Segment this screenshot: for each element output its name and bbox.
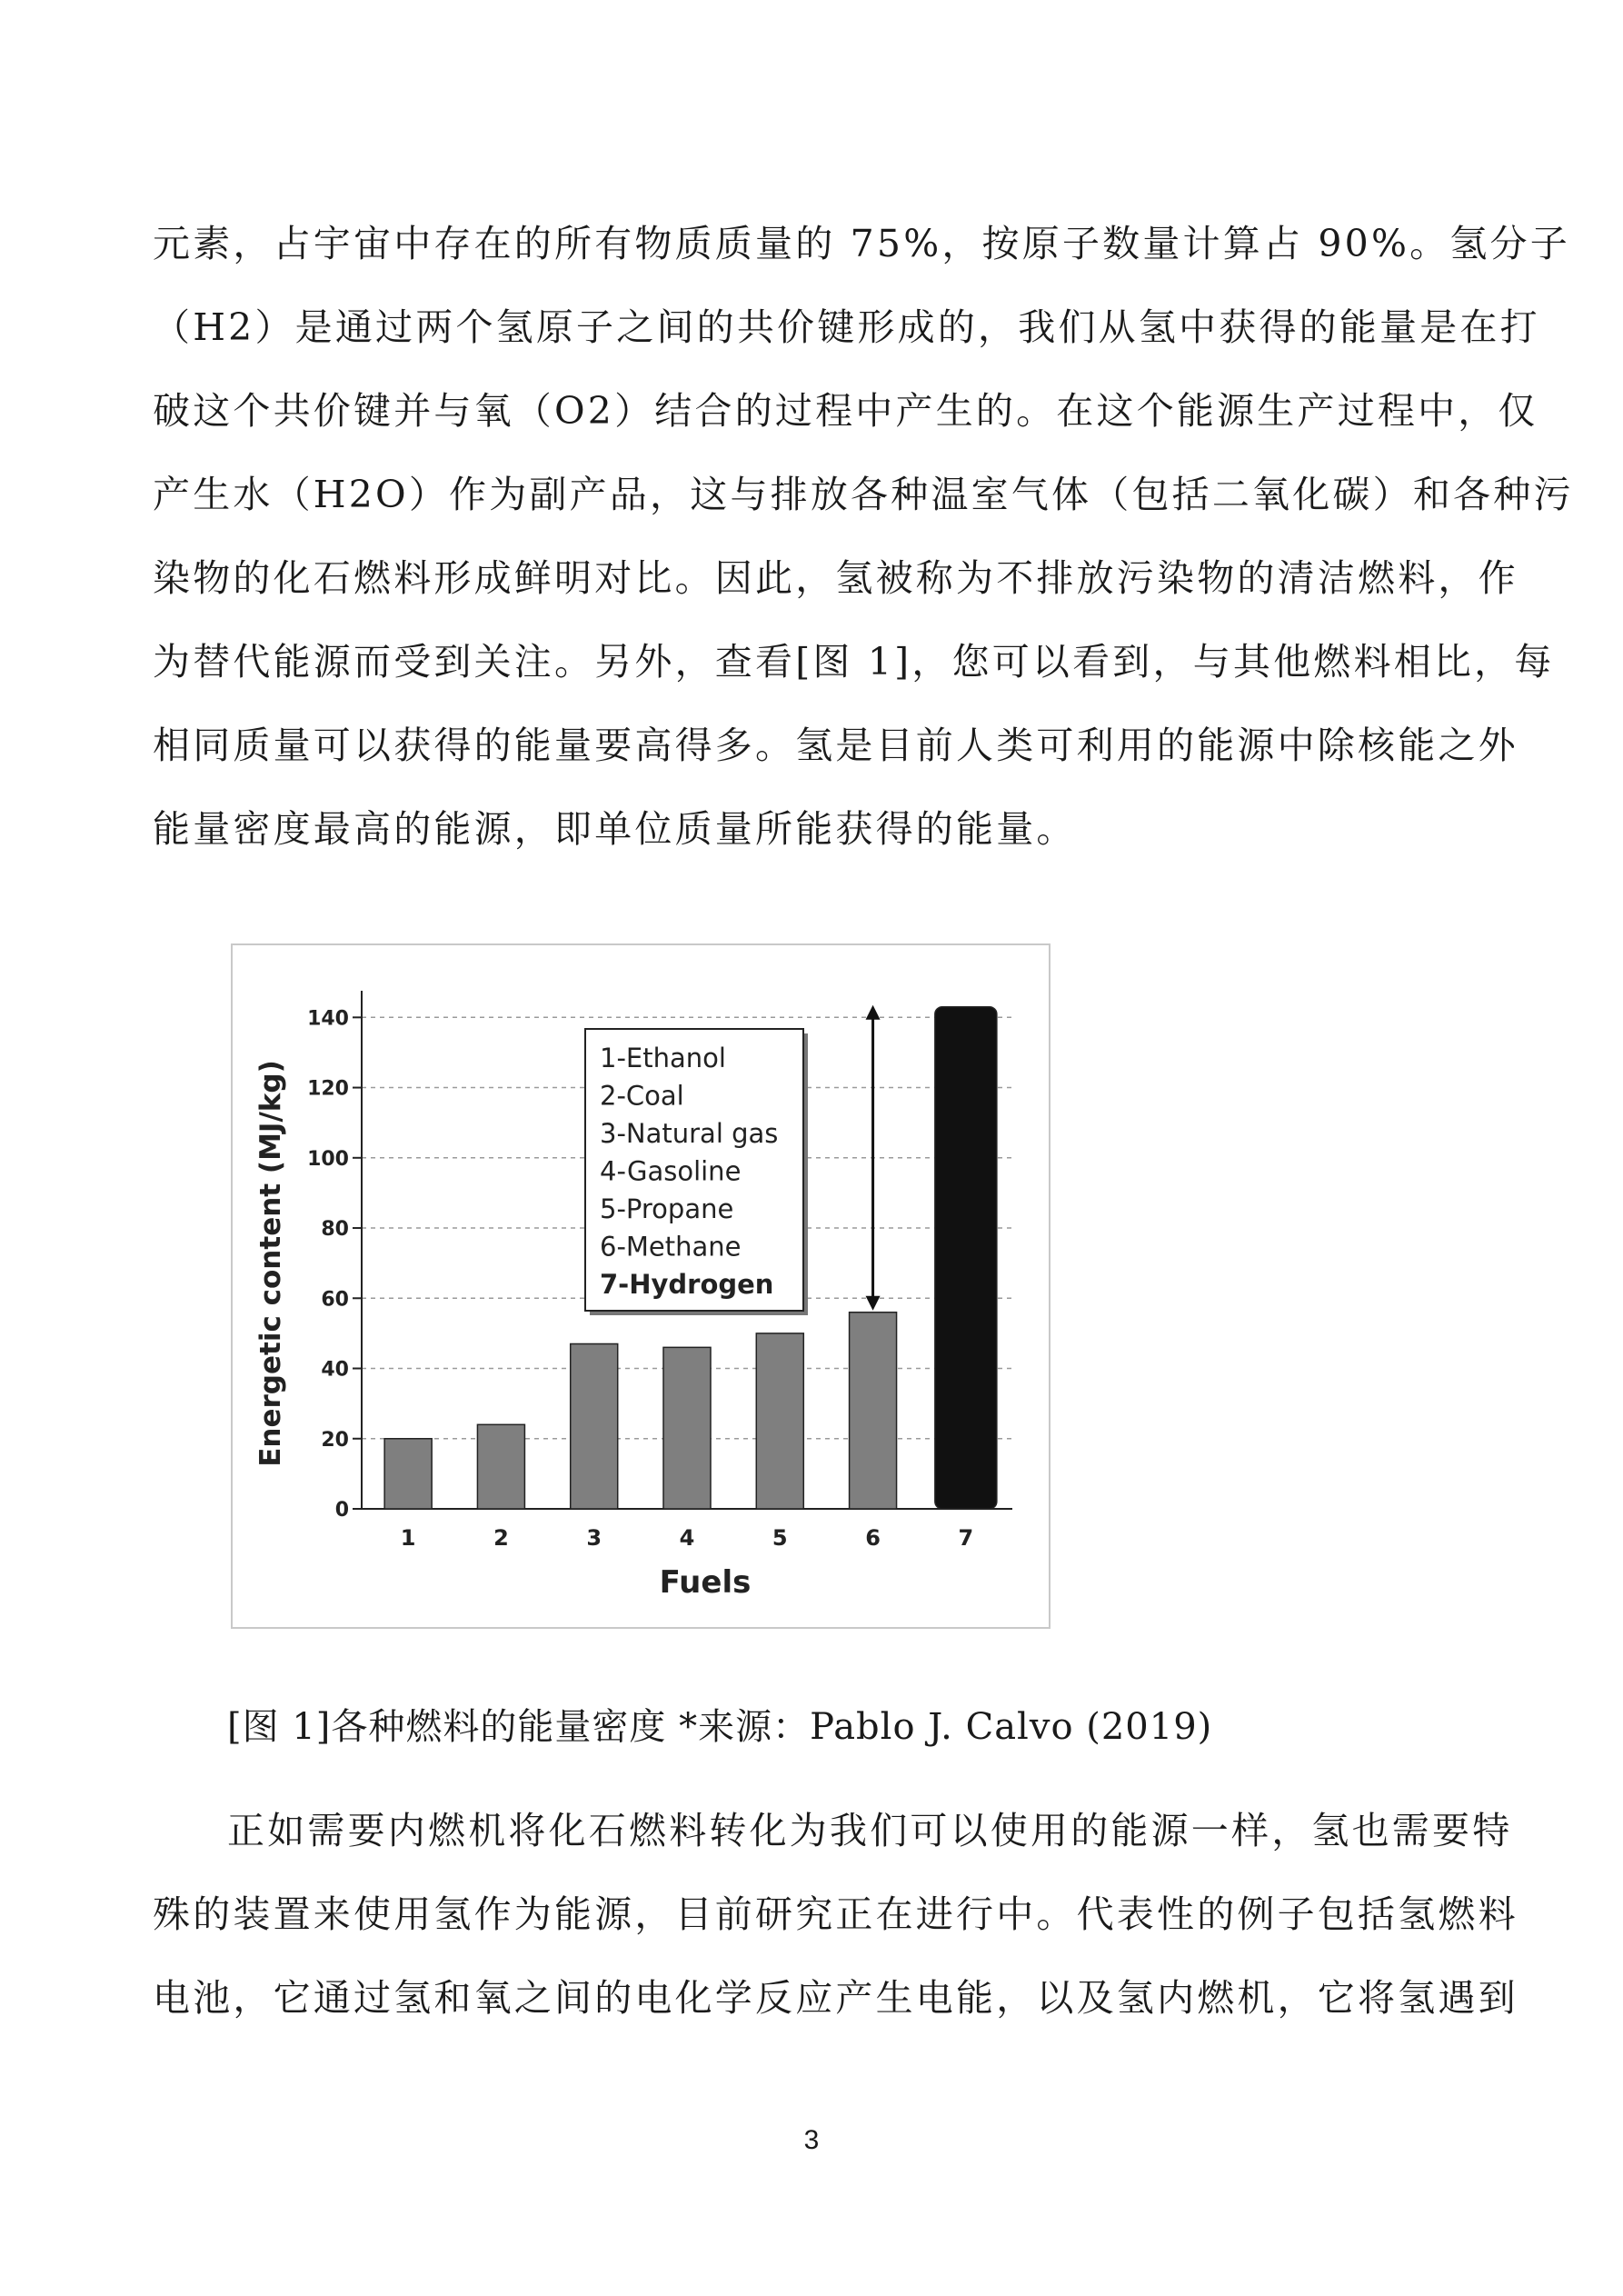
y-tick-label: 140 <box>307 1007 349 1031</box>
bar <box>663 1347 711 1509</box>
paragraph-line: 为替代能源而受到关注。另外，查看[图 1]，您可以看到，与其他燃料相比，每 <box>153 640 1555 684</box>
paragraph-line: 破这个共价键并与氧（O2）结合的过程中产生的。在这个能源生产过程中，仅 <box>153 389 1538 433</box>
figure-1 <box>231 943 1050 1629</box>
x-axis-label: Fuels <box>659 1564 752 1601</box>
x-tick-label: 4 <box>679 1525 695 1551</box>
paragraph-line: 染物的化石燃料形成鲜明对比。因此，氢被称为不排放污染物的清洁燃料，作 <box>153 556 1518 600</box>
paragraph-line: 电池，它通过氢和氧之间的电化学反应产生电能，以及氢内燃机，它将氢遇到 <box>153 1976 1518 2020</box>
x-tick-label: 3 <box>586 1525 602 1551</box>
arrow-head-up <box>866 1005 881 1020</box>
y-axis-label: Energetic content (MJ/kg) <box>254 1060 287 1467</box>
y-tick-label: 80 <box>321 1218 349 1242</box>
page-number: 3 <box>803 2125 820 2155</box>
x-tick-label: 1 <box>400 1525 416 1551</box>
y-tick-label: 20 <box>321 1428 349 1452</box>
legend-entry: 4-Gasoline <box>600 1155 742 1187</box>
x-tick-label: 7 <box>958 1525 974 1551</box>
paragraph-line: 正如需要内燃机将化石燃料转化为我们可以使用的能源一样，氢也需要特 <box>227 1809 1513 1852</box>
bar <box>850 1313 897 1509</box>
figure-caption: [图 1]各种燃料的能量密度 *来源：Pablo J. Calvo (2019) <box>227 1706 1213 1748</box>
bar <box>571 1343 618 1509</box>
legend-entry: 5-Propane <box>600 1193 734 1224</box>
y-tick-label: 60 <box>321 1288 349 1312</box>
bar-hydrogen <box>935 1007 997 1509</box>
x-tick-label: 5 <box>772 1525 788 1551</box>
paragraph-line: 殊的装置来使用氢作为能源，目前研究正在进行中。代表性的例子包括氢燃料 <box>153 1892 1518 1936</box>
paragraph-line: （H2）是通过两个氢原子之间的共价键形成的，我们从氢中获得的能量是在打 <box>153 305 1540 349</box>
body-paragraph-1 <box>153 202 1574 871</box>
paragraph-line: 能量密度最高的能源，即单位质量所能获得的能量。 <box>153 807 1077 851</box>
paragraph-line: 元素，占宇宙中存在的所有物质质量的 75%，按原子数量计算占 90%。氢分子 <box>153 222 1570 265</box>
y-tick-label: 40 <box>321 1358 349 1382</box>
y-tick-label: 120 <box>307 1077 349 1101</box>
legend-entry: 7-Hydrogen <box>600 1269 774 1300</box>
legend-entry: 2-Coal <box>600 1080 684 1112</box>
legend-entry: 3-Natural gas <box>600 1118 779 1149</box>
legend-entry: 1-Ethanol <box>600 1043 726 1073</box>
bar <box>756 1333 803 1509</box>
y-tick-label: 100 <box>307 1147 349 1171</box>
bar <box>384 1439 432 1509</box>
energy-density-chart <box>233 945 1049 1627</box>
arrow-head-down <box>866 1296 881 1311</box>
legend-entry: 6-Methane <box>600 1231 742 1263</box>
x-tick-label: 6 <box>865 1525 881 1551</box>
y-tick-label: 0 <box>334 1499 349 1522</box>
body-paragraph-2 <box>153 1789 1518 2040</box>
paragraph-line: 产生水（H2O）作为副产品，这与排放各种温室气体（包括二氧化碳）和各种污 <box>153 473 1574 516</box>
paragraph-line: 相同质量可以获得的能量要高得多。氢是目前人类可利用的能源中除核能之外 <box>153 724 1518 767</box>
bar <box>477 1424 524 1509</box>
x-tick-label: 2 <box>493 1525 509 1551</box>
